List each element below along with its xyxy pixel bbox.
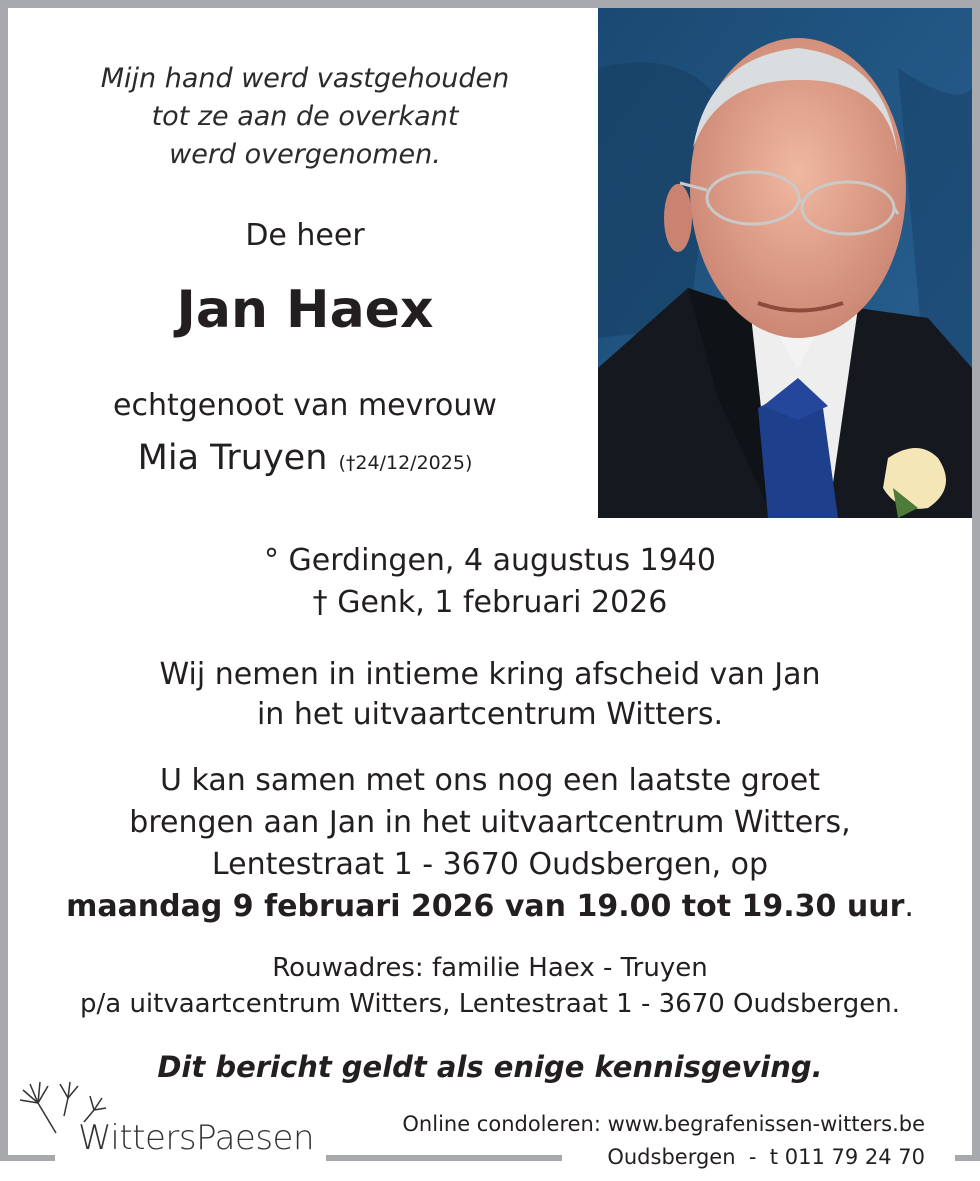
bottom-border-right: [955, 1155, 980, 1161]
farewell-line: Wij nemen in intieme kring afscheid van Jan: [159, 657, 821, 692]
title-prefix: De heer: [245, 218, 365, 253]
visitation-text: [40, 760, 940, 928]
spouse-name: Mia Truyen: [137, 438, 328, 478]
birth-line: ° Gerdingen, 4 augustus 1940: [263, 543, 717, 578]
spouse-label: echtgenoot van mevrouw: [113, 388, 497, 423]
visitation-line: Lentestraat 1 - 3670 Oudsbergen, op: [211, 847, 769, 882]
deceased-name: Jan Haex: [176, 280, 434, 340]
notice: Dit bericht geldt als enige kennisgeving.: [157, 1050, 823, 1084]
frame-right-border: [972, 8, 980, 1160]
visitation-datetime: maandag 9 februari 2026 van 19.00 tot 19.30 uur: [66, 889, 905, 924]
mourning-address: [40, 950, 940, 1022]
visitation-line: U kan samen met ons nog een laatste groet: [160, 763, 820, 798]
funeral-home-logo: [18, 1078, 318, 1168]
death-line: † Genk, 1 februari 2026: [312, 585, 668, 620]
poem: [40, 60, 570, 174]
contact-info: [402, 1108, 925, 1174]
spouse-death-date: (†24/12/2025): [338, 452, 473, 474]
visitation-datetime-line: [40, 886, 940, 928]
visitation-end-punct: .: [904, 889, 914, 924]
farewell-text: [40, 655, 940, 735]
spouse: [40, 438, 570, 478]
frame-left-border: [0, 0, 8, 1160]
address-line: Rouwadres: familie Haex - Truyen: [272, 953, 708, 983]
address-line: p/a uitvaartcentrum Witters, Lentestraat 1 - 3670 Oudsbergen.: [79, 989, 901, 1019]
poem-line: tot ze aan de overkant: [151, 101, 459, 132]
visitation-line: brengen aan Jan in het uitvaartcentrum Witters,: [129, 805, 851, 840]
farewell-line: in het uitvaartcentrum Witters.: [256, 697, 724, 732]
life-dates: [40, 540, 940, 624]
poem-line: werd overgenomen.: [169, 139, 441, 170]
poem-line: Mijn hand werd vastgehouden: [100, 63, 510, 94]
logo-wordmark: WittersPaesen: [78, 1118, 314, 1158]
portrait-photo: [598, 8, 972, 518]
contact-line: Oudsbergen - t 011 79 24 70: [607, 1145, 925, 1169]
condolence-link[interactable]: Online condoleren: www.begrafenissen-witters.be: [402, 1112, 925, 1136]
frame-top-border: [0, 0, 980, 8]
